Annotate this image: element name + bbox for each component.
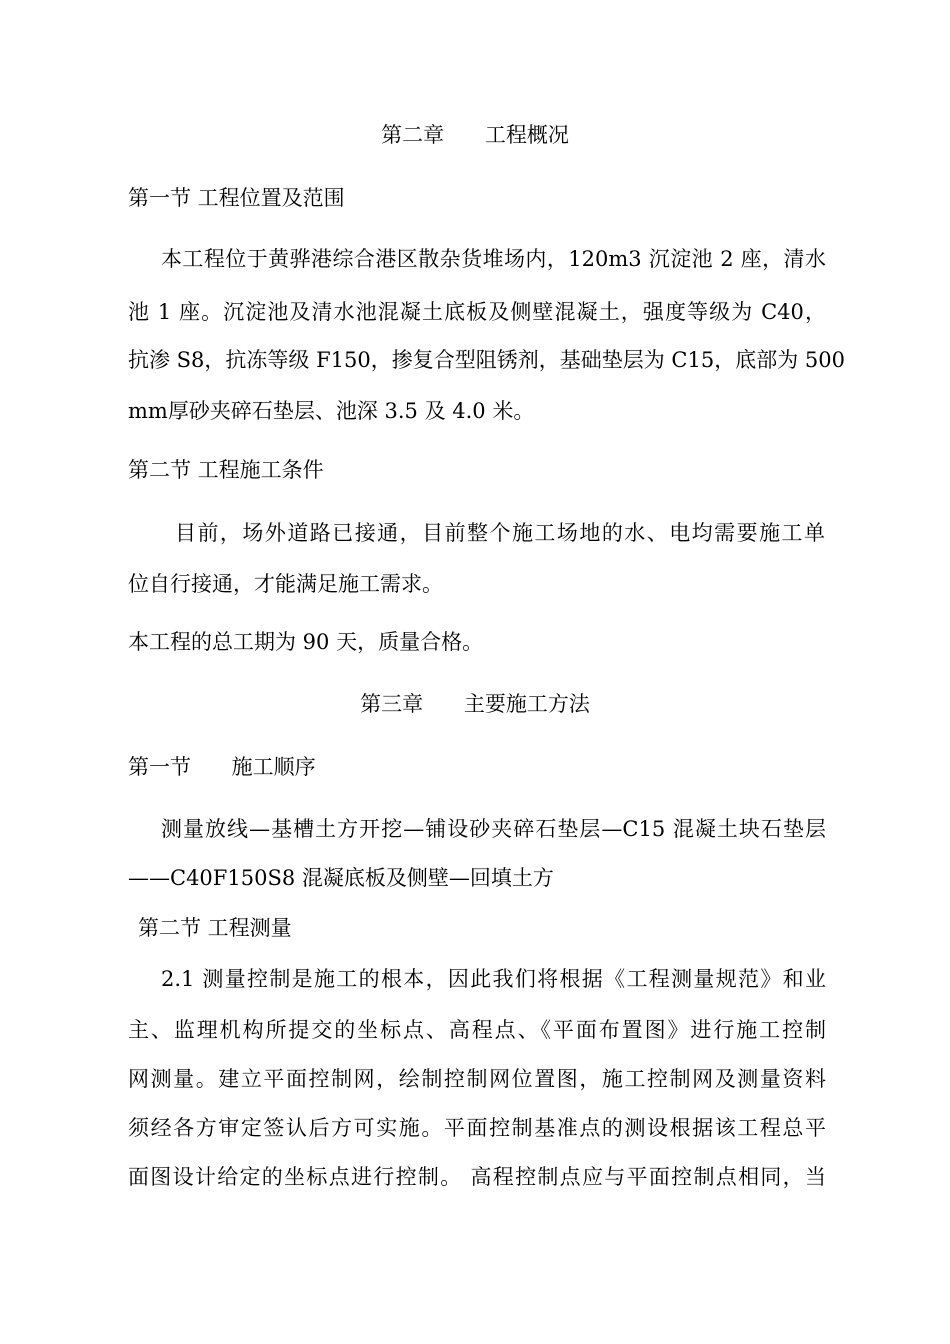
paragraph-line: 网测量。建立平面控制网，绘制控制网位置图，施工控制网及测量资料 — [128, 1067, 826, 1091]
paragraph-line: mm厚砂夹碎石垫层、池深 3.5 及 4.0 米。 — [128, 399, 535, 423]
chapter-2-title: 第二章 工程概况 — [381, 123, 569, 147]
paragraph-line: 位自行接通，才能满足施工需求。 — [128, 572, 443, 596]
section-1-heading: 第一节 施工顺序 — [128, 755, 316, 779]
paragraph-line: 面图设计给定的坐标点进行控制。 高程控制点应与平面控制点相同，当 — [128, 1165, 826, 1189]
section-1-heading: 第一节 工程位置及范围 — [128, 186, 345, 210]
chapter-3-title: 第三章 主要施工方法 — [360, 692, 590, 716]
paragraph-line: 目前，场外道路已接通，目前整个施工场地的水、电均需要施工单 — [175, 521, 825, 545]
paragraph-line: 2.1 测量控制是施工的根本，因此我们将根据《工程测量规范》和业 — [161, 967, 826, 991]
paragraph-line: 抗渗 S8，抗冻等级 F150，掺复合型阻锈剂，基础垫层为 C15，底部为 500 — [128, 348, 845, 372]
paragraph-line: 须经各方审定签认后方可实施。平面控制基准点的测设根据该工程总平 — [128, 1116, 826, 1140]
paragraph-line: 主、监理机构所提交的坐标点、高程点、《平面布置图》进行施工控制 — [128, 1018, 826, 1042]
paragraph-line: 本工程的总工期为 90 天，质量合格。 — [128, 630, 484, 654]
paragraph-line: 池 1 座。沉淀池及清水池混凝土底板及侧壁混凝土，强度等级为 C40， — [128, 300, 826, 324]
paragraph-line: 测量放线—基槽土方开挖—铺设砂夹碎石垫层—C15 混凝土块石垫层 — [161, 817, 826, 841]
section-2-heading: 第二节 工程测量 — [138, 916, 292, 940]
paragraph-line: ——C40F150S8 混凝底板及侧壁—回填土方 — [128, 866, 554, 890]
section-2-heading: 第二节 工程施工条件 — [128, 458, 324, 482]
paragraph-line: 本工程位于黄骅港综合港区散杂货堆场内，120m3 沉淀池 2 座，清水 — [161, 247, 826, 271]
